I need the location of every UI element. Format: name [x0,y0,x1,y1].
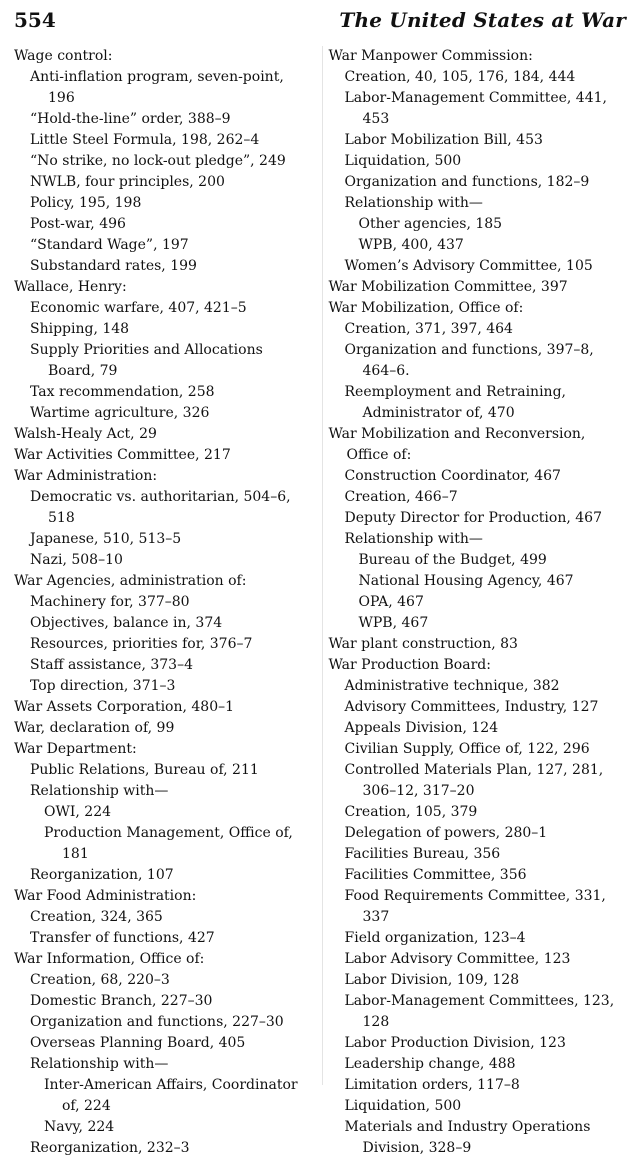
index-subentry: Labor Production Division, 123 [344,1035,566,1051]
index-subentry: Liquidation, 500 [344,1098,462,1114]
index-heading: War Agencies, administration of: [14,573,247,589]
index-subentry: “Hold-the-line” order, 388–9 [30,111,231,127]
index-subentry: Creation, 324, 365 [30,909,163,925]
index-subentry: Labor-Management Committee, 441, 453 [344,90,607,127]
index-subentry: Creation, 466–7 [344,489,458,505]
index-subentry: Civilian Supply, Office of, 122, 296 [344,741,590,757]
index-subentry: Liquidation, 500 [344,153,462,169]
page-number: 554 [14,8,56,32]
index-subentry: Little Steel Formula, 198, 262–4 [30,132,260,148]
index-subentry: Substandard rates, 199 [30,258,197,274]
index-subentry: Creation, 105, 379 [344,804,478,820]
index-subentry: Facilities Bureau, 356 [344,846,501,862]
index-subentry: Machinery for, 377–80 [30,594,190,610]
index-subentry: Public Relations, Bureau of, 211 [30,762,259,778]
index-subentry: Administrative technique, 382 [344,678,560,694]
index-subentry: Delegation of powers, 280–1 [344,825,548,841]
index-subentry: Reorganization, 232–3 [30,1140,190,1156]
index-subentry: Organization and functions, 227–30 [30,1014,284,1030]
index-subentry: Organization and functions, 397–8, 464–6. [344,342,594,379]
index-heading: Walsh-Healy Act, 29 [14,426,157,442]
index-heading: War Information, Office of: [14,951,205,967]
index-subentry: Staff assistance, 373–4 [30,657,193,673]
index-subentry: Controlled Materials Plan, 127, 281, 306–12, 317–20 [344,762,604,799]
index-subentry: Shipping, 148 [30,321,130,337]
index-subentry: OWI, 224 [44,804,112,820]
index-subentry: Bureau of the Budget, 499 [358,552,547,568]
index-heading: War Department: [14,741,137,757]
index-subentry: Construction Coordinator, 467 [344,468,561,484]
index-subentry: Wartime agriculture, 326 [30,405,210,421]
index-subentry: Production Management, Office of, 181 [44,825,293,862]
index-subentry: Relationship with— [30,1056,169,1072]
index-heading: War Food Administration: [14,888,197,904]
index-subentry: Post-war, 496 [30,216,126,232]
index-subentry: Women’s Advisory Committee, 105 [344,258,593,274]
index-heading: War Mobilization and Reconversion, Office of: [328,426,586,463]
index-subentry: Other agencies, 185 [358,216,503,232]
index-subentry: Nazi, 508–10 [30,552,123,568]
index-subentry: Creation, 40, 105, 176, 184, 444 [344,69,576,85]
index-subentry: Supply Priorities and Allocations Board, 79 [30,342,263,379]
index-subentry: Relationship with— [344,531,483,547]
index-subentry: Deputy Director for Production, 467 [344,510,602,526]
index-subentry: Labor Mobilization Bill, 453 [344,132,543,148]
index-subentry: Relationship with— [344,195,483,211]
index-subentry: Food Requirements Committee, 331, 337 [344,888,606,925]
index-column-left [14,46,312,1156]
index-heading: War Assets Corporation, 480–1 [14,699,235,715]
index-columns [14,46,626,1156]
index-subentry: Democratic vs. authoritarian, 504–6, 518 [30,489,291,526]
index-subentry: Japanese, 510, 513–5 [30,531,182,547]
index-subentry: Inter-American Affairs, Coordinator of, 224 [44,1077,298,1114]
index-subentry: Resources, priorities for, 376–7 [30,636,253,652]
index-subentry: Facilities Committee, 356 [344,867,527,883]
index-heading: War plant construction, 83 [328,636,518,652]
index-subentry: Materials and Industry Operations Division, 328–9 [344,1119,591,1156]
index-subentry: Labor Advisory Committee, 123 [344,951,571,967]
page-header [14,8,626,38]
index-subentry: Anti-inflation program, seven-point, 196 [30,69,284,106]
index-subentry: Domestic Branch, 227–30 [30,993,213,1009]
index-subentry: “Standard Wage”, 197 [30,237,189,253]
index-subentry: Transfer of functions, 427 [30,930,215,946]
index-subentry: OPA, 467 [358,594,424,610]
index-column-right [322,46,627,1156]
index-subentry: Policy, 195, 198 [30,195,142,211]
index-subentry: WPB, 467 [358,615,429,631]
index-subentry: Field organization, 123–4 [344,930,526,946]
index-heading: Wage control: [14,48,113,64]
index-subentry: National Housing Agency, 467 [358,573,574,589]
index-subentry: Limitation orders, 117–8 [344,1077,520,1093]
index-heading: War Manpower Commission: [328,48,533,64]
index-subentry: Top direction, 371–3 [30,678,176,694]
index-heading: Wallace, Henry: [14,279,127,295]
index-heading: War Administration: [14,468,158,484]
index-subentry: Labor-Management Committees, 123, 128 [344,993,615,1030]
index-heading: War Mobilization, Office of: [328,300,524,316]
index-subentry: Leadership change, 488 [344,1056,516,1072]
index-subentry: Organization and functions, 182–9 [344,174,590,190]
index-subentry: WPB, 400, 437 [358,237,464,253]
index-subentry: NWLB, four principles, 200 [30,174,225,190]
index-heading: War, declaration of, 99 [14,720,175,736]
index-subentry: Creation, 68, 220–3 [30,972,170,988]
index-subentry: Reemployment and Retraining, Administrator of, 470 [344,384,566,421]
index-subentry: Creation, 371, 397, 464 [344,321,513,337]
index-subentry: Reorganization, 107 [30,867,174,883]
index-heading: War Mobilization Committee, 397 [328,279,568,295]
index-subentry: Overseas Planning Board, 405 [30,1035,246,1051]
index-heading: War Production Board: [328,657,491,673]
index-subentry: Relationship with— [30,783,169,799]
index-subentry: Tax recommendation, 258 [30,384,215,400]
index-heading: War Activities Committee, 217 [14,447,231,463]
index-subentry: Navy, 224 [44,1119,115,1135]
index-subentry: Advisory Committees, Industry, 127 [344,699,599,715]
index-subentry: Labor Division, 109, 128 [344,972,520,988]
running-title: The United States at War [339,8,626,32]
index-subentry: Appeals Division, 124 [344,720,499,736]
index-subentry: “No strike, no lock-out pledge”, 249 [30,153,286,169]
index-subentry: Economic warfare, 407, 421–5 [30,300,247,316]
index-subentry: Objectives, balance in, 374 [30,615,223,631]
